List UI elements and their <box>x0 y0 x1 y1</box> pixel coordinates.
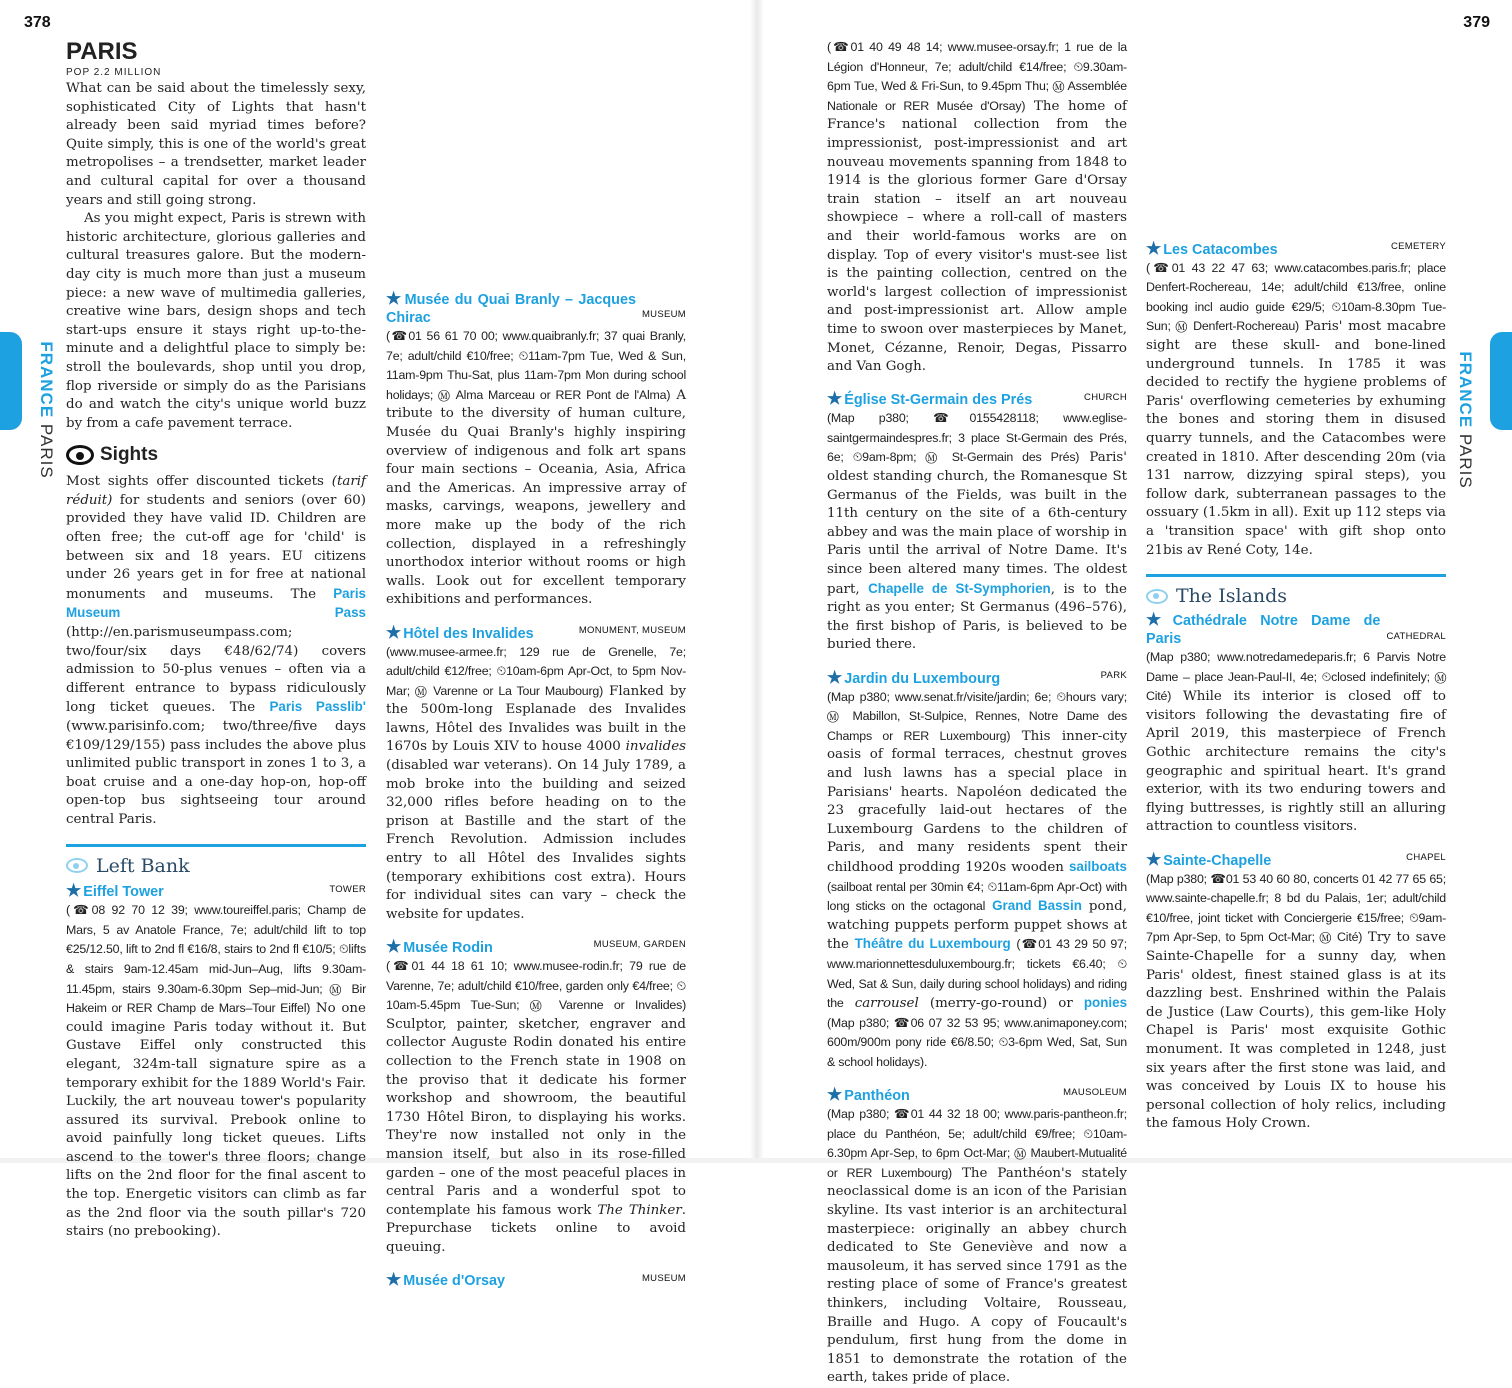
sailboats-link[interactable]: sailboats <box>1068 858 1127 874</box>
star-icon: ★ <box>66 881 82 901</box>
eye-icon <box>1146 589 1168 604</box>
entry-type: CEMETERY <box>1390 241 1446 252</box>
theatre-link[interactable]: Théâtre du Luxembourg <box>854 936 1011 952</box>
grand-bassin-link[interactable]: Grand Bassin <box>992 898 1082 914</box>
entry-type: CHURCH <box>1084 391 1127 403</box>
star-icon: ★ <box>1146 238 1162 258</box>
entry-orsay <box>827 38 1127 377</box>
star-icon: ★ <box>386 937 402 956</box>
sights-intro: Most sights offer discounted tickets (tarif réduit) for students and seniors (over 60) provided they have valid ID. Children are often free; the cut-off age for 'child' is between six and 18 years. EU citizens under 26 years get in for free at national monuments and museums. The Paris Museum Pass (http://en.parismuseumpass.com; two/four/six days €48/62/74) covers admission to 50-plus venues – often via a different entrance to bypass ridiculously long ticket queues. The Paris Passlib' (www.parisinfo.com; two/three/five days €109/129/155) pass includes the above plus unlimited public transport in zones 1 to 3, a boat cruise and a one-day hop-on, hop-off open-top bus sightseeing tour around central Paris. <box>66 474 366 827</box>
entry-title[interactable]: ★ Eiffel Tower <box>66 881 164 901</box>
entry-type: CHAPEL <box>1406 852 1446 864</box>
side-label-left: FRANCE PARIS <box>37 341 56 479</box>
page-title: PARIS <box>66 38 138 65</box>
entry-sainte-chapelle <box>1146 849 1446 1134</box>
entry-title[interactable]: ★ Cathédrale Notre Dame de Paris <box>1146 610 1381 648</box>
entry-type: MUSEUM, GARDEN <box>593 939 686 951</box>
entry-info: (☎01 40 49 48 14; www.musee-orsay.fr; 1 rue de la Légion d'Honneur, 7e; adult/child €14/free; ⏲9.30am-6pm Tue, Wed & Fri-Sun, to 9.45pm Thu; Ⓜ Assemblée Nationale or RER Musée d'Orsay) <box>827 40 1127 113</box>
entry-text: The Panthéon's stately neoclassical dome is an icon of the Parisian skyline. Its vast interior is an architectural masterpiece: originally an abbey church dedicated to Ste Geneviève and now a mausoleum, it has served since 1791 as the resting place of some of France's greatest thinkers, including Voltaire, Rousseau, Braille and Hugo. A copy of Foucault's pendulum, first hung from the dome in 1851 to demonstrate the rotation of the earth, takes pride of place. <box>827 1165 1127 1386</box>
entry-info: (☎01 44 18 61 10; www.musee-rodin.fr; 79 rue de Varenne, 7e; adult/child €10/free, garden only €4/free; ⏲10am-5.45pm Tue-Sun; Ⓜ Varenne or Invalides) <box>386 959 686 1013</box>
column-3 <box>827 38 1127 1388</box>
entry-info: (Map p380; ☎01 53 40 60 80, concerts 01 42 77 65 65; www.sainte-chapelle.fr; 8 bd du Palais, 1er; adult/child €10/free, joint ticket with Conciergerie €15/free; ⏲9am-7pm Apr-Sep, to 5pm Oct-Mar; Ⓜ Cité) <box>1146 871 1446 945</box>
entry-type: MAUSOLEUM <box>1063 1087 1127 1099</box>
entry-text: Try to save Sainte-Chapelle for a sunny day, when Paris' oldest, finest stained glass is at its dazzling best. Enshrined within the Palais de Justice (Law Courts), this gem-like Holy Chapel is Paris' most exquisite Gothic monument. It was completed in 1248, just six years after the first stone was laid, and was conceived by Louis IX to house his personal collection of holy relics, including the famous Holy Crown. <box>1146 930 1446 1132</box>
entry-rodin: ★ Musée Rodin MUSEUM, GARDEN (☎01 44 18 61 10; www.musee-rodin.fr; 79 rue de Varenne, 7e; adult/child €10/free, garden only €4/free; ⏲10am-5.45pm Tue-Sun; Ⓜ Varenne or Invalides) Sculptor, painter, sketcher, engraver and collector Auguste Rodin donated his entire collection to the French state in 1908 on the proviso that it dedicate his former workshop and showroom, the beautiful 1730 Hôtel Biron, to displaying his works. They're now installed not only in the mansion itself, but also in its rose-filled garden – one of the most peaceful places in central Paris and a wonderful spot to contemplate his famous work The Thinker. Prepurchase tickets online to avoid queuing. <box>386 937 686 1255</box>
entry-notre-dame <box>1146 611 1446 837</box>
thumb-tab-left <box>0 332 22 430</box>
entry-info: (☎01 56 61 70 00; www.quaibranly.fr; 37 quai Branly, 7e; adult/child €10/free; ⏲11am-7pm Tue, Wed & Sun, 11am-9pm Thu-Sat, plus 11am-7pm Mon during school holidays; Ⓜ Alma Marceau or RER Pont de l'Alma) <box>386 329 686 402</box>
entry-info: (Map p380; www.notredamedeparis.fr; 6 Parvis Notre Dame – place Jean-Paul-II, 4e; ⏲closed indefinitely; Ⓜ Cité) <box>1146 650 1446 704</box>
star-icon: ★ <box>827 389 843 409</box>
sights-heading: Sights <box>66 443 366 467</box>
entry-eiffel-tower <box>66 881 366 1242</box>
book-gutter <box>750 0 764 1163</box>
entry-pantheon <box>827 1084 1127 1388</box>
entry-type: MUSEUM <box>641 1272 686 1284</box>
entry-type: PARK <box>1100 670 1127 681</box>
museum-pass-link[interactable]: Paris Museum Pass <box>66 585 366 621</box>
page-number-right: 379 <box>1463 14 1490 31</box>
entry-title[interactable]: ★ Panthéon <box>827 1085 910 1105</box>
side-label-right: FRANCE PARIS <box>1456 351 1475 489</box>
column-2 <box>386 38 686 1290</box>
entry-text: Paris' most macabre sight are these skull- and bone-lined underground tunnels. In 1785 it was decided to rectify the hygiene problems of Paris' overflowing cemeteries by exhuming the bones and storing them in disused quarry tunnels, and the Catacombes were created in 1810. After descending 20m (via 131 narrow, dizzying spiral steps), you follow dark, subterranean passages to the ossuary (1.5km in all). Exit up 112 steps via a 'transition space' with gift shop onto 21bis av René Coty, 14e. <box>1146 319 1446 558</box>
entry-info: (www.musee-armee.fr; 129 rue de Grenelle, 7e; adult/child €12/free; ⏲10am-6pm Apr-Oct, to 5pm Nov-Mar; Ⓜ Varenne or La Tour Maubourg) <box>386 644 686 698</box>
population: POP 2.2 MILLION <box>66 67 162 78</box>
entry-type: MUSEUM <box>641 309 686 321</box>
entry-title[interactable]: ★ Sainte-Chapelle <box>1146 849 1272 869</box>
entry-orsay-head <box>386 1270 686 1291</box>
entry-st-germain: ★ Église St-Germain des Prés CHURCH (Map p380; ☎0155428118; www.eglise-saintgermaindespres.fr; 3 place St-Germain des Prés, 6e; ⏲9am-8pm; Ⓜ St-Germain des Prés) Paris' oldest standing church, the Romanesque St Germanus of the Fields, was built in the 11th century on the site of a 6th-century abbey and was the main place of worship in Paris until the arrival of Notre Dame. It's since been altered many times. The oldest part, Chapelle de St-Symphorien, is to the right as you enter; St Germanus (496–576), the first bishop of Paris, is believed to be buried there. <box>827 389 1127 653</box>
ponies-link[interactable]: ponies <box>1083 995 1128 1011</box>
entry-title[interactable]: ★ Musée du Quai Branly – Jacques Chirac <box>386 289 636 326</box>
page-number-left: 378 <box>24 14 51 31</box>
star-icon: ★ <box>827 667 843 687</box>
column-1 <box>66 38 366 1242</box>
entry-info: (Map p380; www.senat.fr/visite/jardin; 6e; ⏲hours vary; Ⓜ Mabillon, St-Sulpice, Rennes, Notre Dame des Champs or RER Luxembourg) <box>827 689 1127 743</box>
entry-text: The home of France's national collection from the impressionist, post-impressionist and art nouveau movements spanning from 1848 to 1914 is the glorious former Gare d'Orsay train station – itself an art nouveau showpiece – where a roll-call of masters and their world-famous works are on display. Top of every visitor's must-see list is the painting collection, centred on the world's largest collection of impressionist and post-impressionist art. Allow ample time to swoon over masterpieces by Manet, Monet, Cézanne, Renoir, Degas, Pissarro and Van Gogh. <box>827 98 1127 375</box>
eye-icon <box>66 858 88 873</box>
entry-info: (☎08 92 70 12 39; www.toureiffel.paris; Champ de Mars, 5 av Anatole France, 7e; adult/child lift to top €25/12.50, lift to 2nd fl €16/8, stairs to 2nd fl €10/5; ⏲lifts & stairs 9am-12.45am mid-Jun–Aug, lifts 9.30am-11.45pm, stairs 9.30am-6.30pm Sep–mid-Jun; Ⓜ Bir Hakeim or RER Champ de Mars–Tour Eiffel) <box>66 903 366 1016</box>
column-4 <box>1146 38 1446 1134</box>
entry-type: TOWER <box>329 883 366 895</box>
thumb-tab-right <box>1490 332 1512 430</box>
star-icon: ★ <box>386 1270 402 1290</box>
entry-title[interactable]: ★ Musée Rodin <box>386 937 493 956</box>
entry-catacombes <box>1146 238 1446 560</box>
entry-luxembourg: ★ Jardin du Luxembourg PARK (Map p380; www.senat.fr/visite/jardin; 6e; ⏲hours vary; Ⓜ Mabillon, St-Sulpice, Rennes, Notre Dame des Champs or RER Luxembourg) This inner-city oasis of formal terraces, chestnut groves and lush lawns has a special place in Parisians' hearts. Napoléon dedicated the 23 gracefully laid-out hectares of the Luxembourg Gardens to the children of Paris, and many residents spent their childhood prodding 1920s wooden sailboats (sailboat rental per 30min €4; ⏲11am-6pm Apr-Oct) with long sticks on the octagonal Grand Bassin pond, watching puppets perform puppet shows at the Théâtre du Luxembourg (☎01 43 29 50 97; www.marionnettesduluxembourg.fr; tickets €6.40; ⏲Wed, Sat & Sun, daily during school holidays) and riding the carrousel (merry-go-round) or ponies (Map p380; ☎06 07 32 53 95; www.animaponey.com; 600m/900m pony ride €6/8.50; ⏲3-6pm Wed, Sat, Sun & school holidays). <box>827 667 1128 1069</box>
star-icon: ★ <box>386 289 403 308</box>
entry-type: CATHEDRAL <box>1386 630 1446 642</box>
entry-title[interactable]: ★ Hôtel des Invalides <box>386 622 534 642</box>
star-icon: ★ <box>386 622 402 642</box>
islands-heading: The Islands <box>1146 574 1446 607</box>
star-icon: ★ <box>827 1085 843 1105</box>
entry-text: No one could imagine Paris today without it. But Gustave Eiffel only constructed this elegant, 324m-tall signature spire as a temporary exhibit for the 1889 World's Fair. Luckily, the art nouveau tower's popularity assured its survival. Prebook online to avoid painfully long ticket queues. Lifts ascend to the tower's three floors; change lifts on the 2nd floor for the final ascent to the top. Energetic visitors can climb as far as the 2nd floor via the south pillar's 720 stairs (no prebooking). <box>66 1001 366 1240</box>
intro-paragraph: As you might expect, Paris is strewn with historic architecture, glorious galleries and cultural treasures galore. But the modern-day city is much more than just a museum piece: a new wave of multimedia galleries, creative wine bars, design shops and tech start-ups ensure it stays right up-to-the-minute and a delightful place to simply be: stroll the boulevards, shop until you drop, flop riverside or simply do as the Parisians do and watch the city's unique world buzz by from a cafe pavement terrace. <box>66 211 366 431</box>
star-icon: ★ <box>1146 849 1162 869</box>
entry-text: A tribute to the diversity of human culture, Musée du Quai Branly's highly inspiring overview of indigenous and folk art spans four main sections – Oceania, Asia, Africa and the Americas. An impressive array of masks, carvings, weapons, jewellery and more make up the body of the rich collection, displayed in a refreshingly unorthodox interior without rooms or high walls. Look out for excellent temporary exhibitions and performances. <box>386 387 686 608</box>
entry-title[interactable]: ★ Jardin du Luxembourg <box>827 667 1001 687</box>
entry-title[interactable]: ★ Église St-Germain des Prés <box>827 389 1033 409</box>
star-icon: ★ <box>1146 610 1171 630</box>
passlib-link[interactable]: Paris Passlib' <box>269 699 366 715</box>
entry-quai-branly <box>386 290 686 610</box>
eye-icon <box>66 445 94 465</box>
entry-text: While its interior is closed off to visitors following the devastating fire of April 2019, this masterpiece of French Gothic architecture remains the city's geographic and spiritual heart. It's grand exterior, with its two enduring towers and flying buttresses, is rightly still an alluring attraction to countless visitors. <box>1146 689 1446 835</box>
entry-title[interactable]: ★ Les Catacombes <box>1146 238 1278 258</box>
entry-info: (☎01 43 22 47 63; www.catacombes.paris.fr; place Denfert-Rochereau, 14e; adult/child €13/free, online booking incl audio guide €29/5; ⏲10am-8.30pm Tue-Sun; Ⓜ Denfert-Rochereau) <box>1146 260 1446 334</box>
entry-type: MONUMENT, MUSEUM <box>578 624 686 636</box>
entry-title[interactable]: ★ Musée d'Orsay <box>386 1270 506 1290</box>
left-bank-heading: Left Bank <box>66 844 366 877</box>
intro-paragraph: What can be said about the timelessly sexy, sophisticated City of Lights that hasn't already been said myriad times before? Quite simply, this is one of the world's great metropolises – a trendsetter, market leader and cultural capital for over a thousand years and still going strong. <box>66 81 366 208</box>
entry-info: (Map p380; ☎0155428118; www.eglise-saintgermaindespres.fr; 3 place St-Germain des Prés, 6e; ⏲9am-8pm; Ⓜ St-Germain des Prés) <box>827 411 1127 465</box>
entry-info: (Map p380; ☎01 44 32 18 00; www.paris-pantheon.fr; place du Panthéon, 5e; adult/child €9/free; ⏲10am-6.30pm Apr-Sep, to 6pm Oct-Mar; Ⓜ Maubert-Mutualité or RER Luxembourg) <box>827 1107 1127 1180</box>
entry-invalides: ★ Hôtel des Invalides MONUMENT, MUSEUM (www.musee-armee.fr; 129 rue de Grenelle, 7e; adult/child €12/free; ⏲10am-6pm Apr-Oct, to 5pm Nov-Mar; Ⓜ Varenne or La Tour Maubourg) Flanked by the 500m-long Esplanade des Invalides lawns, Hôtel des Invalides was built in the 1670s by Louis XIV to house 4000 invalides (disabled war veterans). On 14 July 1789, a mob broke into the building and seized 32,000 rifles before heading on to the prison at Bastille and the start of the French Revolution. Admission includes entry to all Hôtel des Invalides sights (temporary exhibitions cost extra). Hours for individual sites can vary – check the website for updates. <box>386 622 687 922</box>
chapelle-link[interactable]: Chapelle de St-Symphorien <box>868 580 1051 596</box>
